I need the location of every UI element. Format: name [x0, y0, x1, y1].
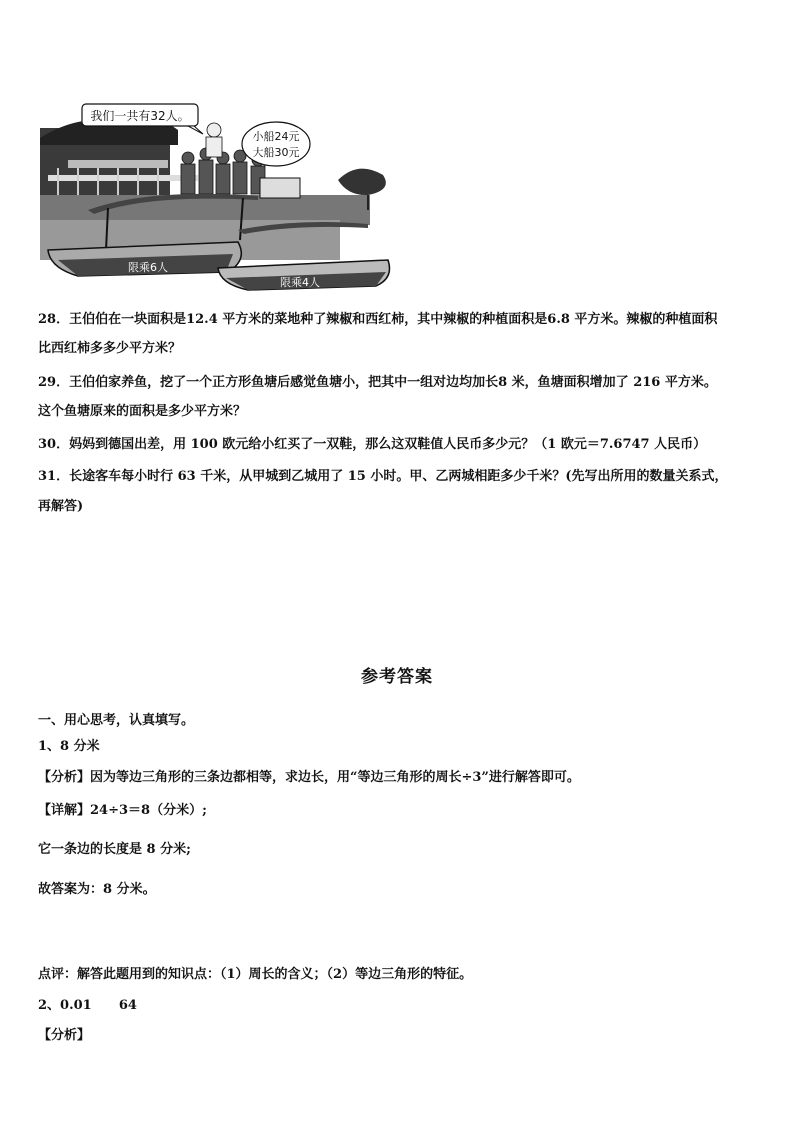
question-28-line1: 28．王伯伯在一块面积是12.4 平方米的菜地种了辣椒和西红柿，其中辣椒的种植面积是6.8 平方米。辣椒的种植面积 — [38, 312, 718, 327]
boat-rental-illustration — [38, 100, 398, 292]
answer-1-line2: 它一条边的长度是 8 分米; — [38, 842, 191, 857]
answer-1-analysis: 【分析】因为等边三角形的三条边都相等，求边长，用“等边三角形的周长÷3”进行解答即可。 — [38, 770, 580, 785]
big-boat-label: 限乘6人 — [128, 261, 168, 274]
answer-1-comment: 点评：解答此题用到的知识点：（1）周长的含义；（2）等边三角形的特征。 — [38, 967, 473, 982]
speech-text: 我们一共有32人。 — [90, 109, 190, 123]
answers-section-heading: 一、用心思考，认真填写。 — [38, 713, 195, 728]
question-31-line1: 31．长途客车每小时行 63 千米，从甲城到乙城用了 15 小时。甲、乙两城相距多少千米？(先写出所用的数量关系式， — [38, 469, 728, 484]
answer-2: 2、0.01 64 — [38, 998, 137, 1013]
question-29-line2: 这个鱼塘原来的面积是多少平方米？ — [38, 404, 247, 419]
question-28-line2: 比西红柿多多少平方米？ — [38, 341, 182, 356]
question-29-line1: 29．王伯伯家养鱼，挖了一个正方形鱼塘后感觉鱼塘小，把其中一组对边均加长8 米，鱼塘面积增加了 216 平方米。 — [38, 375, 717, 390]
answer-2-analysis: 【分析】 — [38, 1028, 91, 1043]
price-small-text: 小船24元 — [252, 130, 300, 143]
answers-title: 参考答案 — [361, 667, 433, 687]
question-30-line1: 30．妈妈到德国出差，用 100 欧元给小红买了一双鞋，那么这双鞋值人民币多少元？（1 欧元＝7.6747 人民币） — [38, 437, 707, 452]
small-boat-label: 限乘4人 — [280, 276, 320, 289]
price-big-text: 大船30元 — [252, 146, 300, 159]
question-31-line2: 再解答) — [38, 499, 84, 514]
answer-1: 1、8 分米 — [38, 739, 100, 754]
answer-1-line3: 故答案为：8 分米。 — [38, 882, 156, 897]
answer-1-detail: 【详解】24÷3＝8（分米）; — [38, 803, 207, 818]
